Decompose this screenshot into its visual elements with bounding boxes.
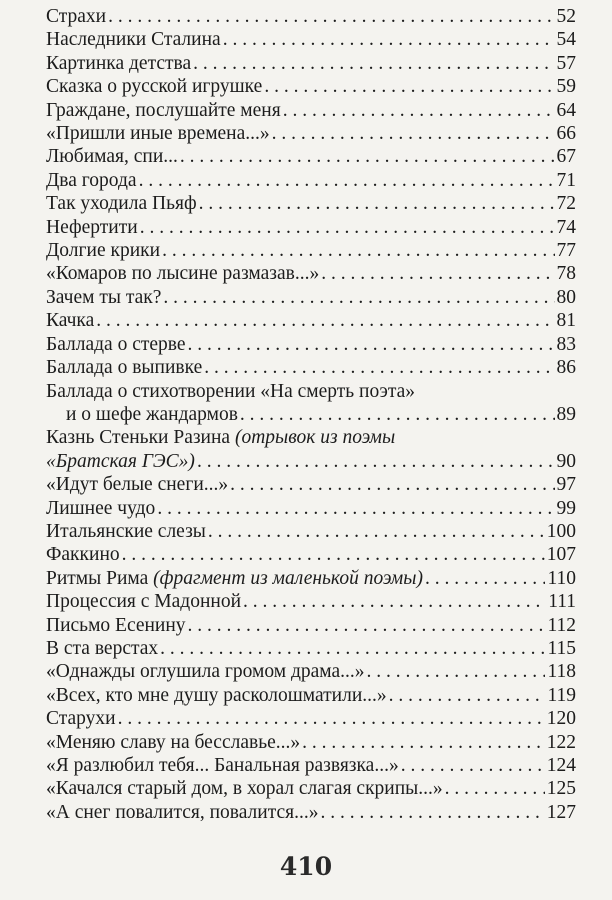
entry-title bbox=[46, 99, 281, 122]
entry-title bbox=[46, 731, 300, 754]
entry-page: 107 bbox=[546, 544, 576, 566]
entry-title-text: Качка bbox=[46, 310, 95, 332]
dot-leader bbox=[425, 567, 546, 590]
entry-title-text: Факкино bbox=[46, 544, 120, 566]
entry-page: 111 bbox=[548, 591, 576, 613]
dot-leader bbox=[193, 52, 554, 75]
entry-title bbox=[46, 216, 138, 239]
entry-page: 57 bbox=[556, 52, 576, 74]
entry-page: 77 bbox=[556, 240, 576, 262]
dot-leader bbox=[272, 122, 555, 145]
entry-title-text: Зачем ты так? bbox=[46, 286, 162, 308]
entry-page: 52 bbox=[556, 6, 576, 27]
entry-title bbox=[46, 637, 158, 660]
toc-entry bbox=[46, 777, 576, 800]
toc-entry bbox=[46, 520, 576, 543]
dot-leader bbox=[240, 403, 555, 426]
entry-page: 71 bbox=[556, 169, 576, 191]
entry-title-text: Так уходила Пьяф bbox=[46, 193, 197, 215]
dot-leader bbox=[188, 333, 555, 356]
dot-leader bbox=[199, 192, 555, 215]
toc-entry bbox=[46, 309, 576, 332]
entry-page: 127 bbox=[546, 801, 576, 823]
toc-entry bbox=[46, 450, 576, 473]
toc-entry bbox=[46, 497, 576, 520]
dot-leader bbox=[320, 801, 544, 824]
entry-title-text: Нефертити bbox=[46, 216, 138, 238]
entry-note: (отрывок из поэмы bbox=[234, 427, 396, 449]
toc-entry bbox=[46, 169, 576, 192]
entry-title bbox=[46, 262, 319, 285]
entry-title-text: Любимая, спи... bbox=[46, 146, 178, 168]
dot-leader bbox=[321, 262, 554, 285]
page-number: 410 bbox=[279, 852, 333, 881]
entry-title-text: Процессия с Мадонной bbox=[46, 591, 241, 613]
dot-leader bbox=[96, 309, 554, 332]
entry-title-text: Старухи bbox=[46, 708, 116, 730]
entry-title bbox=[46, 169, 137, 192]
dot-leader bbox=[180, 145, 555, 168]
entry-title-text: Баллада о стерве bbox=[46, 333, 186, 355]
entry-title bbox=[46, 684, 387, 707]
toc-entry bbox=[46, 192, 576, 215]
dot-leader bbox=[302, 731, 545, 754]
entry-page: 72 bbox=[556, 193, 576, 215]
toc-entry bbox=[46, 216, 576, 239]
entry-page: 54 bbox=[556, 29, 576, 51]
entry-title-text: Картинка детства bbox=[46, 52, 192, 74]
entry-title-text: «А снег повалится, повалится...» bbox=[46, 801, 319, 823]
entry-page: 119 bbox=[547, 684, 576, 706]
entry-page: 86 bbox=[556, 357, 576, 379]
toc-entry bbox=[46, 28, 576, 51]
entry-page: 64 bbox=[556, 99, 576, 121]
entry-title-text: Ритмы Рима bbox=[46, 567, 149, 589]
toc-entry bbox=[46, 122, 576, 145]
entry-title bbox=[46, 543, 120, 566]
toc-entry bbox=[46, 426, 576, 449]
entry-title bbox=[46, 356, 202, 379]
entry-title-text: Казнь Стеньки Разина bbox=[46, 427, 231, 449]
entry-title-text: «Пришли иные времена...» bbox=[46, 123, 270, 145]
entry-title bbox=[46, 28, 221, 51]
entry-title bbox=[46, 239, 160, 262]
entry-title bbox=[46, 309, 94, 332]
entry-page: 115 bbox=[547, 637, 576, 659]
entry-title bbox=[46, 614, 186, 637]
dot-leader bbox=[283, 99, 555, 122]
table-of-contents bbox=[46, 5, 576, 824]
dot-leader bbox=[264, 75, 554, 98]
entry-title-text: Долгие крики bbox=[46, 240, 161, 262]
toc-entry bbox=[46, 543, 576, 566]
entry-page: 80 bbox=[556, 286, 576, 308]
entry-title-text: Граждане, послушайте меня bbox=[46, 99, 281, 121]
dot-leader bbox=[208, 520, 545, 543]
toc-entry bbox=[46, 660, 576, 683]
dot-leader bbox=[223, 28, 555, 51]
toc-entry bbox=[46, 52, 576, 75]
toc-entry bbox=[46, 5, 576, 28]
toc-entry bbox=[46, 590, 576, 613]
entry-page: 120 bbox=[546, 708, 576, 730]
entry-title-text: «Всех, кто мне душу расколошматили...» bbox=[46, 684, 387, 706]
toc-entry bbox=[46, 262, 576, 285]
entry-note: «Братская ГЭС») bbox=[46, 450, 195, 472]
dot-leader bbox=[204, 356, 554, 379]
entry-title bbox=[46, 801, 318, 824]
entry-title bbox=[46, 567, 423, 590]
entry-title bbox=[46, 52, 191, 75]
entry-title-text: «Комаров по лысине размазав...» bbox=[46, 263, 320, 285]
entry-title-text: «Качался старый дом, в хорал слагая скрипы...» bbox=[46, 778, 443, 800]
entry-page: 59 bbox=[556, 76, 576, 98]
dot-leader bbox=[163, 286, 554, 309]
dot-leader bbox=[188, 614, 546, 637]
toc-entry bbox=[46, 356, 576, 379]
dot-leader bbox=[162, 239, 554, 262]
entry-title-text: Два города bbox=[46, 169, 137, 191]
dot-leader bbox=[367, 660, 546, 683]
toc-entry bbox=[46, 380, 576, 403]
toc-entry bbox=[46, 684, 576, 707]
entry-title-text: В ста верстах bbox=[46, 637, 159, 659]
entry-page: 83 bbox=[556, 333, 576, 355]
entry-title bbox=[46, 192, 197, 215]
toc-entry bbox=[46, 239, 576, 262]
entry-page: 74 bbox=[556, 216, 576, 238]
entry-title bbox=[46, 145, 178, 168]
dot-leader bbox=[139, 169, 555, 192]
entry-title bbox=[46, 520, 206, 543]
entry-title bbox=[46, 754, 399, 777]
toc-entry bbox=[46, 707, 576, 730]
toc-entry bbox=[46, 75, 576, 98]
dot-leader bbox=[401, 754, 545, 777]
entry-page: 110 bbox=[547, 567, 576, 589]
toc-entry bbox=[46, 731, 576, 754]
toc-entry bbox=[46, 754, 576, 777]
entry-page: 99 bbox=[556, 497, 576, 519]
toc-entry bbox=[46, 801, 576, 824]
entry-title-text: Лишнее чудо bbox=[46, 497, 156, 519]
entry-title-text: «Меняю славу на бесславье...» bbox=[46, 731, 301, 753]
entry-title-text: Сказка о русской игрушке bbox=[46, 76, 263, 98]
entry-page: 122 bbox=[546, 731, 576, 753]
entry-title-text: «Однажды оглушила громом драма...» bbox=[46, 661, 365, 683]
entry-title bbox=[46, 473, 228, 496]
toc-entry bbox=[46, 145, 576, 168]
entry-title bbox=[46, 590, 241, 613]
entry-page: 78 bbox=[556, 263, 576, 285]
entry-title bbox=[46, 777, 443, 800]
toc-entry bbox=[46, 637, 576, 660]
toc-entry bbox=[46, 567, 576, 590]
toc-entry bbox=[46, 403, 576, 426]
toc-entry bbox=[46, 286, 576, 309]
dot-leader bbox=[108, 5, 554, 28]
entry-title bbox=[46, 333, 186, 356]
entry-title-text: Наследники Сталина bbox=[46, 29, 221, 51]
toc-entry bbox=[46, 614, 576, 637]
toc-entry bbox=[46, 473, 576, 496]
entry-title bbox=[46, 5, 106, 28]
dot-leader bbox=[389, 684, 546, 707]
dot-leader bbox=[118, 707, 545, 730]
entry-title bbox=[46, 122, 270, 145]
entry-title-text: Страхи bbox=[46, 6, 107, 27]
entry-page: 67 bbox=[556, 146, 576, 168]
toc-entry bbox=[46, 333, 576, 356]
entry-title-text: Баллада о стихотворении «На смерть поэта» bbox=[46, 380, 416, 402]
entry-title bbox=[46, 426, 395, 449]
dot-leader bbox=[445, 777, 545, 800]
entry-page: 81 bbox=[556, 310, 576, 332]
dot-leader bbox=[230, 473, 554, 496]
dot-leader bbox=[243, 590, 546, 613]
dot-leader bbox=[140, 216, 555, 239]
entry-page: 90 bbox=[556, 450, 576, 472]
entry-page: 124 bbox=[546, 755, 576, 776]
entry-page: 66 bbox=[556, 123, 576, 145]
dot-leader bbox=[160, 637, 545, 660]
entry-title-text: и о шефе жандармов bbox=[66, 403, 238, 425]
entry-page: 125 bbox=[546, 778, 576, 800]
dot-leader bbox=[197, 450, 555, 473]
entry-title bbox=[46, 497, 155, 520]
dot-leader bbox=[157, 497, 554, 520]
entry-title bbox=[46, 75, 262, 98]
entry-title-text: «Я разлюбил тебя... Банальная развязка...» bbox=[46, 755, 399, 776]
entry-page: 100 bbox=[546, 520, 576, 542]
entry-title-text: Письмо Есенину bbox=[46, 614, 186, 636]
entry-page: 112 bbox=[547, 614, 576, 636]
entry-title-continuation bbox=[46, 450, 195, 473]
entry-page: 97 bbox=[556, 474, 576, 496]
entry-title-text: «Идут белые снеги...» bbox=[46, 474, 229, 496]
entry-title bbox=[46, 707, 116, 730]
entry-title-continuation bbox=[66, 403, 238, 426]
entry-page: 118 bbox=[547, 661, 576, 683]
entry-title bbox=[46, 380, 415, 403]
dot-leader bbox=[122, 543, 545, 566]
entry-title-text: Итальянские слезы bbox=[46, 520, 206, 542]
entry-title bbox=[46, 286, 161, 309]
entry-title-text: Баллада о выпивке bbox=[46, 357, 203, 379]
entry-page: 89 bbox=[556, 403, 576, 425]
entry-note: (фрагмент из маленькой поэмы) bbox=[153, 567, 423, 589]
toc-entry bbox=[46, 99, 576, 122]
entry-title bbox=[46, 660, 365, 683]
